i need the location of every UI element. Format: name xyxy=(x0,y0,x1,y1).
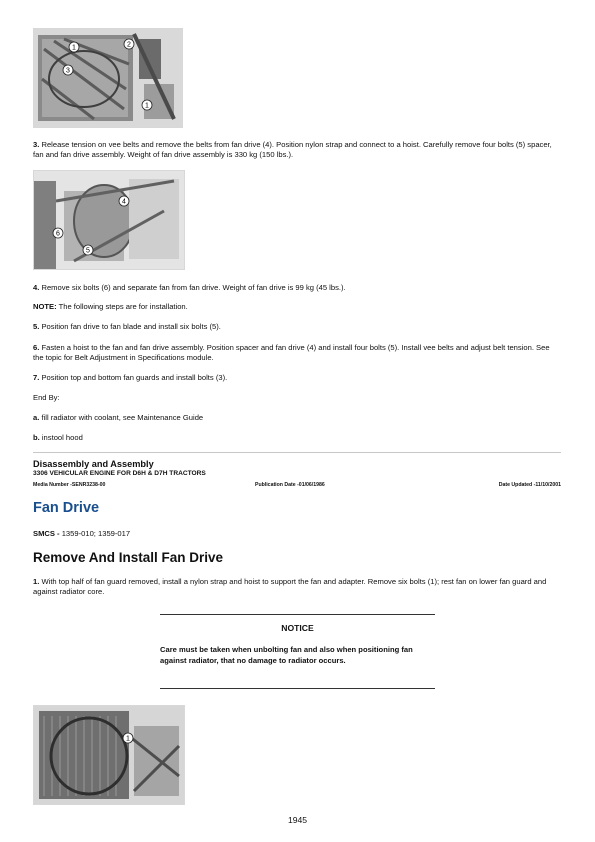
step-1-number: 1. xyxy=(33,577,40,586)
end-by-label: End By: xyxy=(33,393,60,402)
publication-title: Disassembly and Assembly xyxy=(33,459,154,469)
callout-1a xyxy=(69,42,79,52)
step-4-number: 4. xyxy=(33,283,40,292)
figure-3-graphic xyxy=(34,706,184,804)
notice-title: NOTICE xyxy=(281,623,314,633)
smcs-line xyxy=(33,529,561,539)
notice-body: Care must be taken when unbolting fan and also when positioning fan against radiator, that no damage to radiator occurs. xyxy=(160,645,413,665)
step-3-number: 3. xyxy=(33,140,40,149)
callout-4 xyxy=(119,196,129,206)
step-4 xyxy=(33,283,561,293)
section-divider xyxy=(33,452,561,453)
figure-fan-radiator-photo xyxy=(33,705,185,805)
svg-text:1: 1 xyxy=(72,44,76,52)
date-updated: Date Updated -11/10/2001 xyxy=(498,482,561,488)
figure-2-graphic xyxy=(34,171,184,269)
end-by-item-a-letter: a. xyxy=(33,413,40,422)
callout-6 xyxy=(53,228,63,238)
note-text: The following steps are for installation. xyxy=(58,302,188,311)
figure-fan-drive-photo xyxy=(33,170,185,270)
note xyxy=(33,302,561,312)
svg-text:4: 4 xyxy=(122,198,126,206)
publication-subtitle: 3306 VEHICULAR ENGINE FOR D6H & D7H TRACTORS xyxy=(33,470,206,477)
step-5 xyxy=(33,322,561,332)
end-by-item-a xyxy=(33,413,561,423)
page-number: 1945 xyxy=(287,815,308,825)
end-by-item-b-text: instool hood xyxy=(41,433,83,442)
step-7-text: Position top and bottom fan guards and install bolts (3). xyxy=(41,373,228,382)
callout-5 xyxy=(83,245,93,255)
step-1-text: With top half of fan guard removed, install a nylon strap and hoist to support the fan and adapter. Remove six bolts (1); rest fan on lower fan guard and against radiator core. xyxy=(33,577,547,597)
figure-engine-fan-guard-photo xyxy=(33,28,183,128)
end-by-item-a-text: fill radiator with coolant, see Maintenance Guide xyxy=(41,413,204,422)
notice-bottom-rule xyxy=(160,688,435,689)
section-title: Fan Drive xyxy=(33,500,100,516)
smcs-label: SMCS - xyxy=(33,529,60,538)
publication-date: Publication Date -01/06/1986 xyxy=(255,482,325,488)
callout-3 xyxy=(63,65,73,75)
step-5-number: 5. xyxy=(33,322,40,331)
step-6-number: 6. xyxy=(33,343,40,352)
step-6 xyxy=(33,343,561,363)
svg-text:2: 2 xyxy=(127,41,131,49)
end-by-item-b-letter: b. xyxy=(33,433,40,442)
step-5-text: Position fan drive to fan blade and install six bolts (5). xyxy=(41,322,221,331)
svg-text:1: 1 xyxy=(126,735,130,743)
figure-1-graphic xyxy=(34,29,182,127)
step-4-text: Remove six bolts (6) and separate fan from fan drive. Weight of fan drive is 99 kg (45 lbs.). xyxy=(41,283,346,292)
step-7-number: 7. xyxy=(33,373,40,382)
step-7 xyxy=(33,373,561,383)
note-label: NOTE: xyxy=(33,302,57,311)
step-6-text: Fasten a hoist to the fan and fan drive assembly. Position spacer and fan drive (4) and install four bolts (5). Install vee belts and adjust belt tension. See the topic for Belt Adjustment in Specifications module. xyxy=(33,343,550,363)
callout-1 xyxy=(123,733,133,743)
svg-text:5: 5 xyxy=(86,247,90,255)
notice-top-rule xyxy=(160,614,435,615)
step-3 xyxy=(33,140,561,160)
svg-text:3: 3 xyxy=(66,67,70,75)
media-number: Media Number -SENR3238-00 xyxy=(33,482,106,488)
svg-text:6: 6 xyxy=(56,230,60,238)
svg-text:1: 1 xyxy=(145,102,149,110)
step-1 xyxy=(33,577,561,597)
end-by-item-b xyxy=(33,433,561,443)
step-3-text: Release tension on vee belts and remove the belts from fan drive (4). Position nylon strap and connect to a hoist. Carefully remove four bolts (5) spacer, fan and fan drive assembly. Weight of fan drive assembly is 330 kg (150 lbs.). xyxy=(33,140,552,160)
callout-2 xyxy=(124,39,134,49)
procedure-title: Remove And Install Fan Drive xyxy=(33,550,224,565)
smcs-codes: 1359-010; 1359-017 xyxy=(61,529,131,538)
callout-1b xyxy=(142,100,152,110)
